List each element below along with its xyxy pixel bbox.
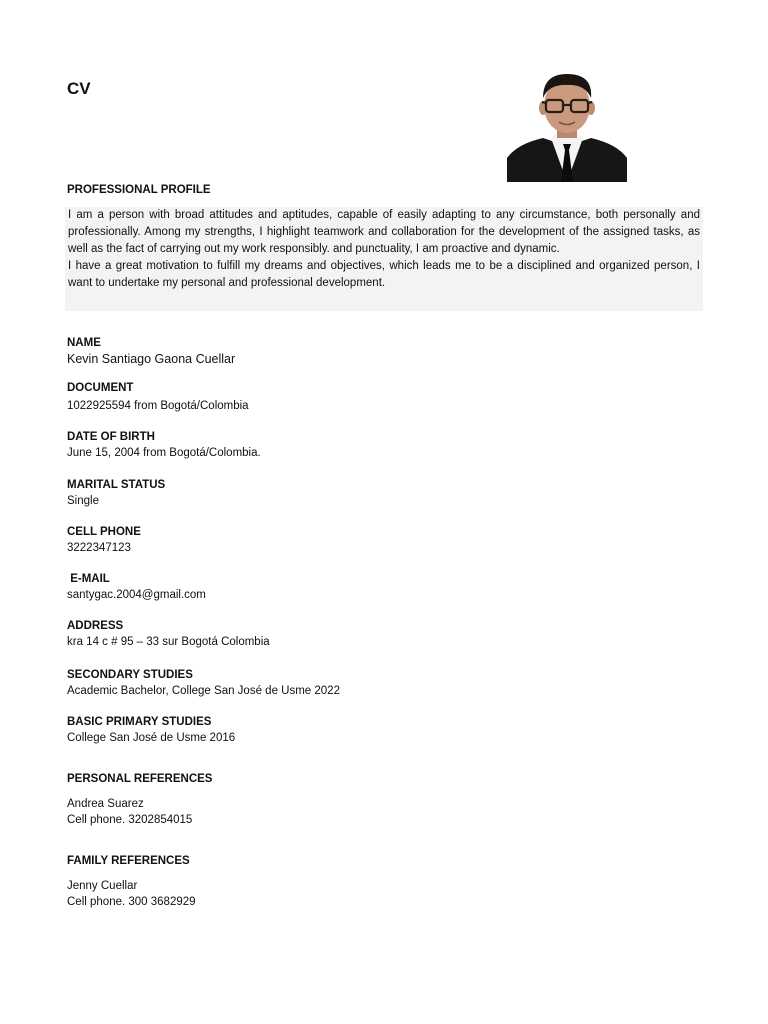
profile-photo-illustration	[507, 70, 627, 182]
field-address-label: ADDRESS	[67, 620, 124, 632]
personal-references	[67, 771, 212, 829]
field-secondary-studies-value: Academic Bachelor, College San José de Usme 2022	[67, 685, 340, 697]
field-document	[67, 380, 249, 414]
field-email-label: E-MAIL	[67, 573, 110, 585]
field-name-value: Kevin Santiago Gaona Cuellar	[67, 352, 236, 366]
personal-reference-phone: Cell phone. 3202854015	[67, 814, 193, 826]
field-email-value: santygac.2004@gmail.com	[67, 589, 206, 601]
field-cell-phone-label: CELL PHONE	[67, 526, 141, 538]
family-references	[67, 853, 196, 911]
family-reference-name: Jenny Cuellar	[67, 879, 138, 892]
field-secondary-studies	[67, 667, 340, 699]
field-secondary-studies-label: SECONDARY STUDIES	[67, 669, 193, 681]
field-address-value: kra 14 c # 95 – 33 sur Bogotá Colombia	[67, 636, 270, 648]
personal-reference-name: Andrea Suarez	[67, 797, 144, 810]
profile-photo	[507, 70, 627, 182]
field-basic-primary-studies	[67, 714, 235, 746]
field-document-label: DOCUMENT	[67, 382, 134, 394]
profile-heading: PROFESSIONAL PROFILE	[67, 184, 211, 196]
personal-references-label: PERSONAL REFERENCES	[67, 773, 213, 785]
field-email	[67, 571, 206, 603]
cv-title: CV	[67, 79, 91, 98]
field-marital-status-value: Single	[67, 495, 99, 507]
field-document-value: 1022925594 from Bogotá/Colombia	[67, 400, 249, 412]
field-name-label: NAME	[67, 337, 101, 349]
family-reference-phone: Cell phone. 300 3682929	[67, 896, 196, 908]
field-date-of-birth	[67, 429, 261, 461]
field-basic-primary-studies-value: College San José de Usme 2016	[67, 732, 236, 744]
field-cell-phone-value: 3222347123	[67, 542, 131, 554]
profile-text	[68, 207, 700, 292]
field-date-of-birth-label: DATE OF BIRTH	[67, 431, 155, 443]
field-marital-status-label: MARITAL STATUS	[67, 479, 166, 491]
field-address	[67, 618, 270, 650]
field-cell-phone	[67, 524, 141, 556]
profile-paragraph-1: I am a person with broad attitudes and aptitudes, capable of easily adapting to any circumstance, both personally and professionally. Among my strengths, I highlight teamwork and collaboration for the development of the assigned tasks, as well as the fact of carrying out my work responsibly. and punctuality, I am proactive and dynamic.	[68, 209, 700, 255]
family-references-label: FAMILY REFERENCES	[67, 855, 190, 867]
field-marital-status	[67, 477, 165, 509]
field-date-of-birth-value: June 15, 2004 from Bogotá/Colombia.	[67, 447, 261, 459]
field-basic-primary-studies-label: BASIC PRIMARY STUDIES	[67, 716, 212, 728]
field-name	[67, 335, 235, 367]
profile-paragraph-2: I have a great motivation to fulfill my dreams and objectives, which leads me to be a disciplined and organized person, I want to undertake my personal and professional development.	[68, 259, 700, 289]
